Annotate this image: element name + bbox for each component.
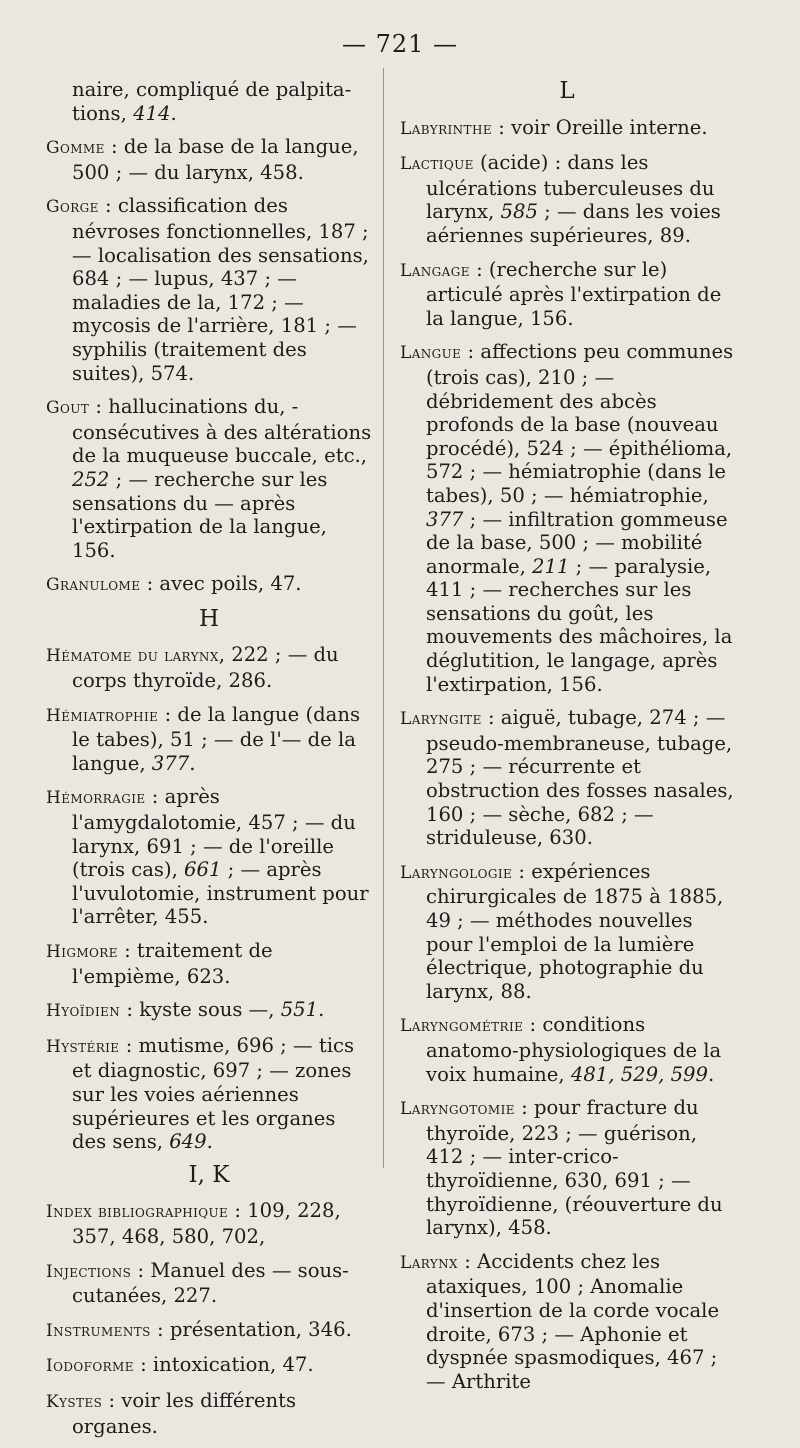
entry-text: : 109, 228, 357, 468, 580, 702, [72, 1199, 341, 1248]
entry-head: Granulome [46, 575, 141, 596]
entry-head: Index bibliographique [46, 1202, 229, 1223]
entry-page-italic: 414 [133, 101, 171, 125]
left-column [46, 78, 372, 1448]
entry-text: . [206, 1130, 213, 1154]
entry-gorge [46, 194, 372, 385]
entry-injections [46, 1259, 372, 1308]
entry-head: Hémiatrophie [46, 705, 159, 726]
entry-langue [400, 340, 734, 696]
entry-head: Higmore [46, 942, 118, 962]
entry-text: : de la base de la langue, 500 ; — du larynx, 458. [72, 135, 359, 184]
entry-page-italic: 211 [532, 554, 570, 578]
entry-text: : affections peu communes (trois cas), 210 ; — débridement des abcès profonds de la base (nouveau procédé), 524 ; — épithélioma, 572 ; — hémiatrophie (dans le tabes), 50 ; — hémiatrophie, [426, 340, 734, 507]
entry-page-italic: 649 [169, 1130, 207, 1154]
entry-page-italic: 252 [72, 467, 110, 491]
entry-text: (acide) : dans les ulcérations tuberculeuses du larynx, [426, 151, 715, 224]
entry-text: : expériences chirurgicales de 1875 à 1885, 49 ; — méthodes nouvelles pour l'emploi de la lumière électrique, photographie du larynx, 88. [426, 859, 724, 1003]
entry-head: Laryngologie [400, 862, 513, 883]
entry-iodoforme [46, 1353, 372, 1379]
entry-text: . [189, 751, 196, 775]
entry-head: Laryngotomie [400, 1099, 515, 1120]
entry-head: Langue [400, 343, 462, 364]
entry-text: : classification des névroses fonctionnelles, 187 ; — localisation des sensations, 684 ; — lupus, 437 ; — maladies de la, 172 ; — mycosis de l'arrière, 181 ; — syphilis (traitement des suites), 574. [72, 194, 369, 385]
entry-text: : Manuel des — sous-cutanées, 227. [72, 1258, 349, 1308]
entry-laryngologie [400, 860, 734, 1004]
entry-text: : après l'amygdalotomie, 457 ; — du larynx, 691 ; — de l'oreille (trois cas), [72, 785, 356, 882]
entry-head: Lactique [400, 154, 474, 175]
entry-hyoidien [46, 998, 372, 1024]
entry-page-italic: 377 [151, 751, 190, 775]
entry-head: Iodoforme [46, 1356, 134, 1377]
entry-head: Labyrinthe [400, 118, 492, 139]
entry-head: Gorge [46, 197, 99, 218]
entry-text: ; — recherche sur les sensations du — après l'extirpation de la langue, 156. [72, 467, 328, 562]
right-column [400, 76, 734, 1403]
entry-text: : traitement de l'empième, 623. [72, 939, 273, 988]
entry-head: Laryngométrie [400, 1016, 524, 1037]
entry-hematome [46, 643, 372, 692]
entry-text: . [707, 1062, 715, 1086]
entry-gomme [46, 135, 372, 184]
entry-head: Gout [46, 398, 90, 419]
column-divider [383, 68, 384, 1168]
entry-text: ; — dans les voies aériennes supérieures, 89. [426, 200, 721, 247]
entry-text: : hallucinations du, - consécutives à des altérations de la muqueuse buccale, etc., [72, 395, 372, 468]
entry-page-italic: 661 [184, 858, 222, 882]
section-letter-ik: I, K [188, 1161, 230, 1188]
entry-head: Hémorragie [46, 788, 146, 809]
entry-head: Gomme [46, 138, 105, 159]
entry-kystes [46, 1389, 372, 1438]
entry-text: ; — après l'uvulotomie, instrument pour l'arrêter, 455. [72, 858, 369, 929]
entry-instruments [46, 1318, 372, 1344]
entry-head: Hyoïdien [46, 1001, 121, 1022]
entry-text: : conditions anatomo-physiologiques de la voix humaine, [426, 1013, 722, 1086]
entry-head: Hystérie [46, 1036, 120, 1057]
entry-text: ; — paralysie, 411 ; — recherches sur les sensations du goût, les mouvements des mâchoires, la déglutition, le langage, après l'extirpation, 156. [426, 554, 733, 696]
entry-head: Kystes [46, 1391, 103, 1412]
entry-text: : avec poils, 47. [140, 572, 302, 596]
entry-text: : kyste sous —, [120, 998, 281, 1022]
entry-text: . [170, 101, 177, 125]
entry-labyrinthe [400, 116, 734, 142]
section-letter-l: L [559, 78, 575, 104]
entry-text: naire, compliqué de palpita-tions, [72, 78, 352, 125]
section-letter-h: H [198, 605, 220, 632]
page-number: — 721 — [341, 30, 459, 58]
entry-text: , 222 ; — du corps thyroïde, 286. [72, 643, 339, 693]
entry-head: Laryngite [400, 709, 482, 730]
entry-index [46, 1199, 372, 1248]
entry-laryngometrie [400, 1013, 734, 1086]
entry-laryngite [400, 706, 734, 850]
entry-text: : voir Oreille interne. [492, 115, 708, 139]
entry-text: . [318, 998, 325, 1022]
entry-page-italic: 585 [500, 200, 538, 224]
entry-hemorragie [46, 785, 372, 929]
entry-head: Langage [400, 260, 470, 281]
entry-text: : voir les différents organes. [72, 1388, 297, 1438]
entry-text: : aiguë, tubage, 274 ; — pseudo-membraneuse, tubage, 275 ; — récurrente et obstruction des fosses nasales, 160 ; — sèche, 682 ; — striduleuse, 630. [426, 706, 734, 850]
entry-laryngotomie [400, 1096, 734, 1240]
entry-hysterie [46, 1034, 372, 1154]
entry-text: : intoxication, 47. [133, 1353, 314, 1377]
entry-text: : mutisme, 696 ; — tics et diagnostic, 697 ; — zones sur les voies aériennes supérieures et les organes des sens, [72, 1033, 355, 1154]
entry-hemiatrophie [46, 703, 372, 776]
entry-lactique [400, 151, 734, 247]
entry-text: : Accidents chez les ataxiques, 100 ; Anomalie d'insertion de la corde vocale droite, 673 ; — Aphonie et dyspnée spasmodiques, 467 ; — Arthrite [426, 1249, 720, 1393]
entry-larynx [400, 1250, 734, 1394]
entry-granulome [46, 572, 372, 598]
entry-text: : pour fracture du thyroïde, 223 ; — guérison, 412 ; — inter-crico-thyroïdienne, 630, 691 ; — thyroïdienne, (réouverture du larynx), 458. [426, 1096, 723, 1240]
entry-head: Instruments [46, 1320, 151, 1341]
entry-text: : de la langue (dans le tabes), 51 ; — de l'— de la langue, [72, 702, 361, 775]
entry-page-italic: 481, 529, 599 [570, 1062, 708, 1086]
entry-gout [46, 395, 372, 562]
entry-page-italic: 551 [280, 998, 319, 1022]
entry-text: ; — infiltration gommeuse de la base, 500 ; — mobilité anormale, [426, 507, 728, 578]
entry-continuation [46, 78, 372, 125]
entry-page-italic: 377 [426, 507, 464, 531]
entry-langage [400, 258, 734, 331]
entry-head: Hématome du larynx [46, 646, 219, 667]
entry-text: : (recherche sur le) articulé après l'extirpation de la langue, 156. [426, 257, 722, 330]
entry-text: : présentation, 346. [150, 1317, 352, 1341]
entry-head: Larynx [400, 1252, 458, 1273]
entry-head: Injections [46, 1261, 132, 1282]
entry-higmore [46, 939, 372, 988]
